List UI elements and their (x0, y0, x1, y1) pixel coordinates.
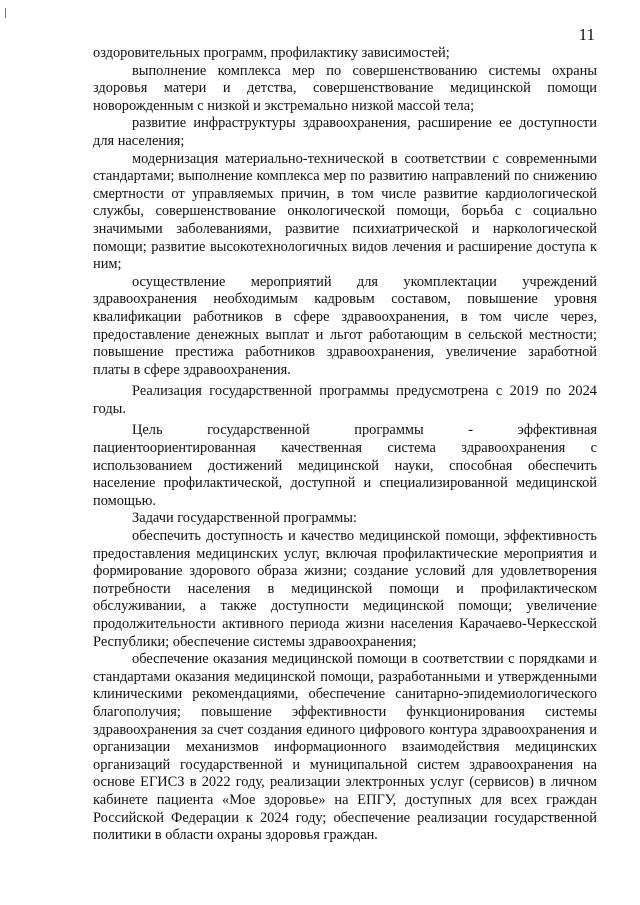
paragraph-3: развитие инфраструктуры здравоохранения, расширение ее доступности для населения; (93, 115, 597, 149)
document-body (93, 45, 597, 845)
page-number: 11 (578, 25, 595, 44)
paragraph-2: выполнение комплекса мер по совершенствованию системы охраны здоровья матери и детства, совершенствование медицинской помощи новорожденным с низкой и экстремально низкой массой тела; (93, 62, 597, 114)
paragraph-8: Задачи государственной программы: (132, 510, 357, 527)
paragraph-6: Реализация государственной программы предусмотрена с 2019 по 2024 годы. (93, 383, 597, 417)
paragraph-4: модернизация материально-технической в соответствии с современными стандартами; выполнение комплекса мер по развитию направлений по снижению смертности от управляемых причин, в том числе развитие кардиологической службы, совершенствование онкологической помощи, борьба с социально значимыми заболеваниями, развитие психиатрической и наркологической помощи; развитие высокотехнологичных видов лечения и расширение доступа к ним; (93, 150, 597, 273)
paragraph-10: обеспечение оказания медицинской помощи в соответствии с порядками и стандартами оказания медицинской помощи, разработанными и утвержденными клиническими рекомендациями, обеспечение санитарно-эпидемиологического благополучия; повышение эффективности функционирования системы здравоохранения за счет создания единого цифрового контура здравоохранения и организации механизмов информационного взаимодействия медицинских организаций государственной и муниципальной систем здравоохранения на основе ЕГИСЗ в 2022 году, реализации электронных услуг (сервисов) в личном кабинете пациента «Мое здоровье» на ЕПГУ, доступных для всех граждан Российской Федерации к 2024 году; обеспечение реализации государственной политики в области охраны здоровья граждан. (93, 651, 597, 844)
paragraph-1: оздоровительных программ, профилактику зависимостей; (93, 45, 450, 61)
scan-mark (5, 8, 6, 18)
paragraph-5: осуществление мероприятий для укомплектации учреждений здравоохранения необходимым кадровым составом, повышение уровня квалификации работников в сфере здравоохранения, в том числе через, предоставление денежных выплат и льгот работающим в сельской местности; повышение престижа работников здравоохранения, увеличение заработной платы в сфере здравоохранения. (93, 273, 597, 378)
paragraph-9: обеспечить доступность и качество медицинской помощи, эффективность предоставления медицинских услуг, включая профилактические мероприятия и формирование здорового образа жизни; создание условий для удовлетворения потребности населения в медицинской помощи и профилактическом обслуживании, а также доступности медицинской помощи; увеличение продолжительности активного периода жизни населения Карачаево-Черкесской Республики; обеспечение системы здравоохранения; (93, 528, 597, 650)
paragraph-7: Цель государственной программы - эффективная пациентоориентированная качественная система здравоохранения с использованием достижений медицинской науки, способная обеспечить население профилактической, доступной и специализированной медицинской помощью. (93, 422, 597, 509)
